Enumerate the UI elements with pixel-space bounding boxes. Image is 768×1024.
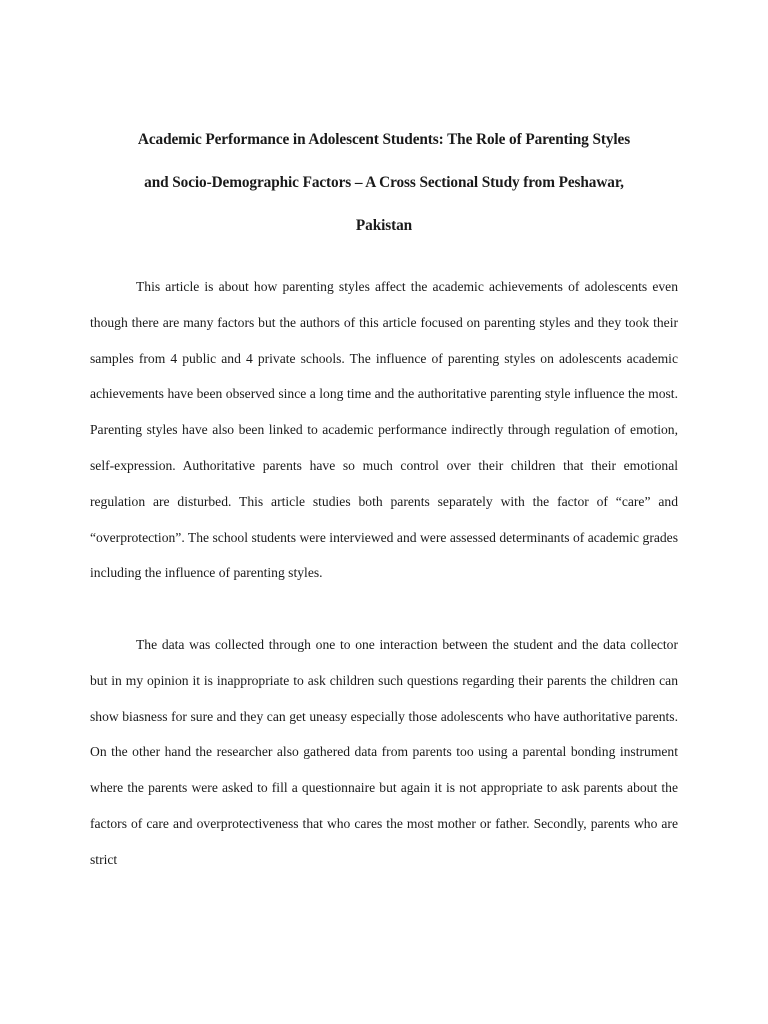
paragraph-2: The data was collected through one to one interaction between the student and the data collector but in my opinion it is inappropriate to ask children such questions regarding their parents the children can show biasness for sure and they can get uneasy especially those adolescents who have authoritative parents. On the other hand the researcher also gathered data from parents too using a parental bonding instrument where the parents were asked to fill a questionnaire but again it is not appropriate to ask parents about the factors of care and overprotectiveness that who cares the most mother or father. Secondly, parents who are strict bbox=[90, 636, 678, 867]
paragraph-1: This article is about how parenting styles affect the academic achievements of adolescents even though there are many factors but the authors of this article focused on parenting styles and they took their samples from 4 public and 4 private schools. The influence of parenting styles on adolescents academic achievements have been observed since a long time and the authoritative parenting style influence the most. Parenting styles have also been linked to academic performance indirectly through regulation of emotion, self-expression. Authoritative parents have so much control over their children that their emotional regulation are disturbed. This article studies both parents separately with the factor of “care” and “overprotection”. The school students were interviewed and were assessed determinants of academic grades including the influence of parenting styles. bbox=[90, 279, 678, 581]
document-page bbox=[90, 118, 678, 878]
document-title bbox=[90, 118, 678, 247]
title-line-1: Academic Performance in Adolescent Students: The Role of Parenting Styles bbox=[137, 131, 631, 148]
title-line-3: Pakistan bbox=[355, 217, 413, 234]
title-line-2: and Socio-Demographic Factors – A Cross Sectional Study from Peshawar, bbox=[144, 174, 624, 191]
document-body bbox=[90, 269, 678, 878]
